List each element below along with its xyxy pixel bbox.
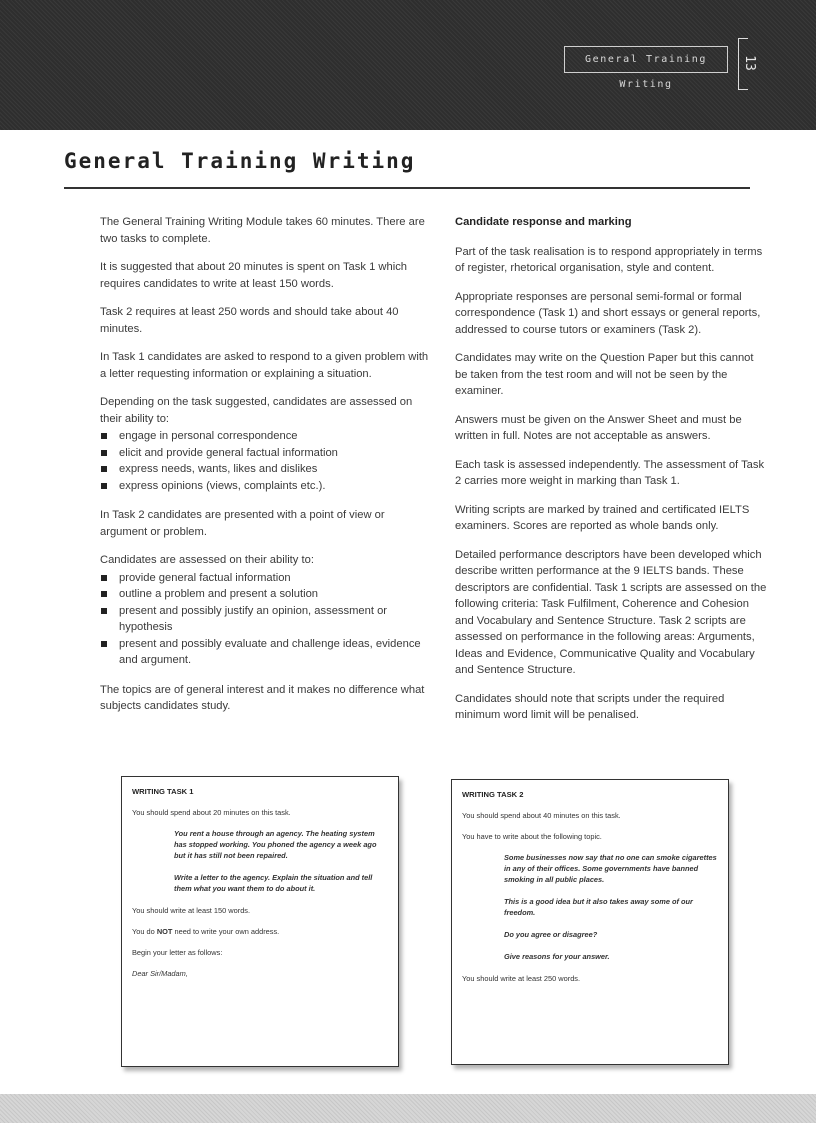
task-heading: WRITING TASK 2 bbox=[462, 790, 524, 799]
task-prompt: Write a letter to the agency. Explain the situation and tell them what you want them to do about it. bbox=[174, 873, 373, 893]
task-instruction: You should write at least 250 words. bbox=[462, 974, 581, 983]
list-item: present and possibly evaluate and challenge ideas, evidence and argument. bbox=[100, 636, 434, 669]
section-heading: Candidate response and marking bbox=[455, 216, 632, 228]
paragraph: Part of the task realisation is to respond appropriately in terms of register, rhetorical organisation, style and content. bbox=[455, 245, 763, 274]
page-number: 13 bbox=[742, 55, 757, 71]
section-label: General Training Writing bbox=[564, 46, 728, 73]
right-column bbox=[455, 214, 767, 736]
letter-greeting: Dear Sir/Madam, bbox=[132, 969, 188, 978]
paragraph: Detailed performance descriptors have been developed which describe written performance at the 9 IELTS bands. These descriptors are confidential. Task 1 scripts are assessed on the following criteria: Task Fulfilment, Coherence and Cohesion and Vocabulary and Sentence Structure. Task 2 scripts are assessed on performance in the following areas: Arguments, Ideas and Evidence, Communicative Quality and Vocabulary and Sentence Structure. bbox=[455, 548, 767, 676]
emphasis: NOT bbox=[156, 927, 173, 936]
writing-task-1-box bbox=[121, 776, 399, 1067]
text-fragment: need to write your own address. bbox=[172, 927, 280, 936]
paragraph: Candidates may write on the Question Paper but this cannot be taken from the test room and will not be seen by the examiner. bbox=[455, 352, 754, 397]
task2-abilities-list bbox=[100, 570, 434, 669]
task-prompt: Give reasons for your answer. bbox=[504, 952, 610, 961]
footer-band bbox=[0, 1094, 816, 1123]
task-instruction: You have to write about the following topic. bbox=[462, 832, 602, 841]
paragraph: Depending on the task suggested, candidates are assessed on their ability to: bbox=[100, 396, 413, 425]
paragraph: It is suggested that about 20 minutes is spent on Task 1 which requires candidates to write at least 150 words. bbox=[100, 261, 408, 290]
task-instruction bbox=[132, 926, 388, 937]
list-item: present and possibly justify an opinion, assessment or hypothesis bbox=[100, 603, 434, 636]
paragraph: In Task 2 candidates are presented with a point of view or argument or problem. bbox=[100, 509, 385, 538]
task-instruction: You should spend about 40 minutes on this task. bbox=[462, 811, 621, 820]
list-item: outline a problem and present a solution bbox=[100, 586, 434, 603]
list-item: express opinions (views, complaints etc.). bbox=[100, 478, 434, 495]
task-prompt: Do you agree or disagree? bbox=[504, 930, 598, 939]
paragraph: Appropriate responses are personal semi-formal or formal correspondence (Task 1) and short essays or general reports, addressed to course tutors or examiners (Task 2). bbox=[455, 290, 761, 336]
task-prompt: Some businesses now say that no one can smoke cigarettes in any of their offices. Some governments have banned smoking in all public places. bbox=[504, 853, 717, 884]
paragraph: The topics are of general interest and it makes no difference what subjects candidates study. bbox=[100, 683, 425, 712]
list-item: express needs, wants, likes and dislikes bbox=[100, 461, 434, 478]
paragraph: Each task is assessed independently. The assessment of Task 2 carries more weight in marking than Task 1. bbox=[455, 458, 765, 487]
list-item: elicit and provide general factual information bbox=[100, 445, 434, 462]
paragraph: In Task 1 candidates are asked to respond to a given problem with a letter requesting information or explaining a situation. bbox=[100, 351, 429, 380]
task-instruction: Begin your letter as follows: bbox=[132, 948, 223, 957]
writing-task-2-box bbox=[451, 779, 729, 1065]
paragraph: The General Training Writing Module takes 60 minutes. There are two tasks to complete. bbox=[100, 216, 425, 245]
task1-abilities-list bbox=[100, 428, 434, 494]
paragraph: Candidates should note that scripts under the required minimum word limit will be penalised. bbox=[455, 692, 725, 721]
task-heading: WRITING TASK 1 bbox=[132, 787, 194, 796]
task-instruction: You should write at least 150 words. bbox=[132, 906, 251, 915]
left-column bbox=[100, 214, 434, 727]
task-prompt: This is a good idea but it also takes away some of our freedom. bbox=[504, 897, 693, 917]
task-instruction: You should spend about 20 minutes on this task. bbox=[132, 808, 291, 817]
paragraph: Answers must be given on the Answer Sheet and must be written in full. Notes are not acceptable as answers. bbox=[455, 413, 742, 442]
task-prompt: You rent a house through an agency. The heating system has stopped working. You phoned the agency a week ago but it has still not been repaired. bbox=[174, 829, 377, 860]
paragraph: Writing scripts are marked by trained and certificated IELTS examiners. Scores are reported as whole bands only. bbox=[455, 503, 750, 532]
text-fragment: You do bbox=[132, 927, 157, 936]
paragraph: Task 2 requires at least 250 words and should take about 40 minutes. bbox=[100, 306, 399, 335]
list-item: provide general factual information bbox=[100, 570, 434, 587]
paragraph: Candidates are assessed on their ability to: bbox=[100, 554, 314, 566]
list-item: engage in personal correspondence bbox=[100, 428, 434, 445]
title-divider bbox=[64, 187, 750, 189]
page-title: General Training Writing bbox=[64, 149, 416, 173]
